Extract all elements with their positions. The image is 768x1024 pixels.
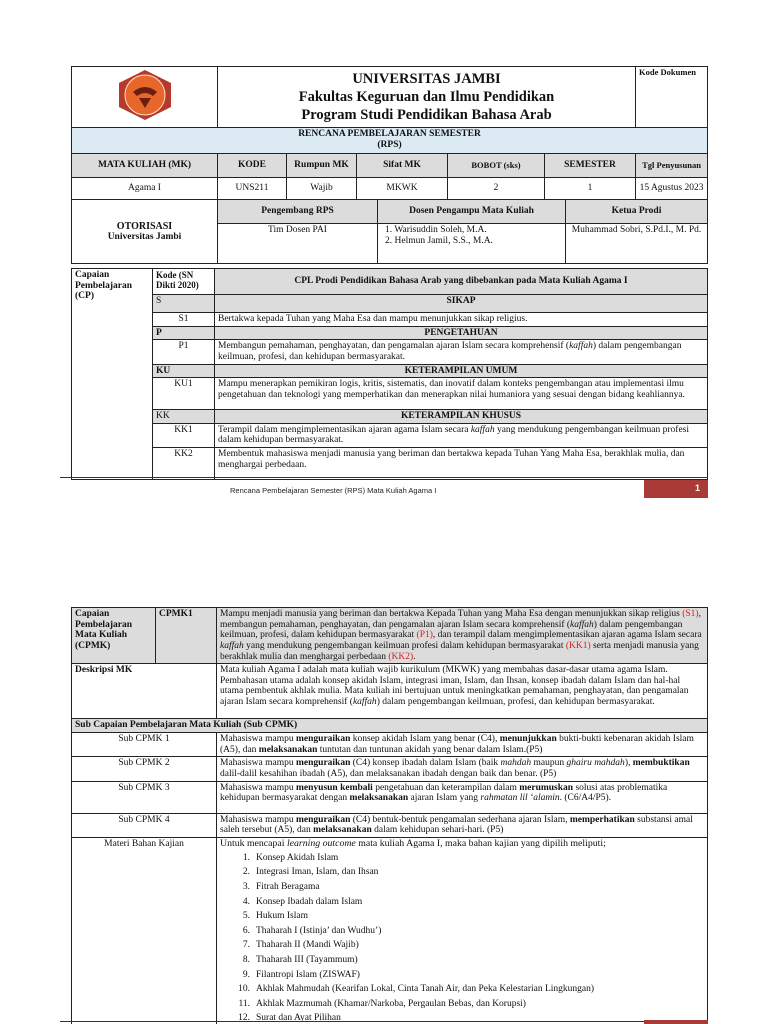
ku-title: KETERAMPILAN UMUM bbox=[215, 364, 708, 378]
page-2-footer-line bbox=[60, 1021, 708, 1022]
materi-item: 7. Thaharah II (Mandi Wajib) bbox=[242, 940, 359, 951]
cp-table bbox=[71, 268, 708, 480]
materi-item: 11. Akhlak Mazmumah (Khamar/Narkoba, Pergaulan Bebas, dan Korupsi) bbox=[238, 998, 526, 1009]
rps-page-1 bbox=[71, 66, 707, 480]
logo-cell bbox=[72, 67, 218, 128]
mk-value-kode: UNS211 bbox=[218, 178, 287, 200]
program-name: Program Studi Pendidikan Bahasa Arab bbox=[301, 107, 552, 124]
rps-page-2 bbox=[71, 607, 707, 1024]
kode-dokumen: Kode Dokumen bbox=[636, 67, 708, 128]
ref-p1: (P1) bbox=[416, 630, 433, 641]
sub-cpmk-3-text: Mahasiswa mampu menyusun kembali pengetahuan dan keterampilan dalam merumuskan solusi atas problematika kehidupan bermasyarakat dengan melaksanakan ajaran Islam yang rahmatan lil ‘alamin. (C6/A4/P5). bbox=[217, 781, 708, 813]
institution-heading bbox=[218, 67, 636, 128]
mk-header-semester: SEMESTER bbox=[545, 154, 636, 178]
cpmk-label: Capaian Pembelajaran Mata Kuliah (CPMK) bbox=[72, 608, 156, 664]
rps-header-table bbox=[71, 66, 708, 200]
ku1-text: Mampu menerapkan pemikiran logis, kritis, sistematis, dan inovatif dalam konteks pengembangan atau implementasi ilmu pengetahuan dan teknologi yang memperhatikan dan menerapkan nilai humaniora yang sesuai dengan bidang keahliannya. bbox=[215, 378, 708, 410]
university-name: UNIVERSITAS JAMBI bbox=[352, 70, 501, 87]
mk-header-rumpun: Rumpun MK bbox=[287, 154, 357, 178]
materi-item: 1. Konsep Akidah Islam bbox=[242, 852, 339, 863]
mk-header-sifat: Sifat MK bbox=[357, 154, 448, 178]
kk1-text: Terampil dalam mengimplementasikan ajaran agama Islam secara kaffah yang mendukung pengembangan keilmuan profesi dalam kehidupan bermasyarakat. bbox=[215, 423, 708, 447]
p1-code: P1 bbox=[153, 340, 215, 364]
pengembang-header: Pengembang RPS bbox=[218, 200, 378, 224]
mk-value-sifat: MKWK bbox=[357, 178, 448, 200]
materi-item: 2. Integrasi Iman, Islam, dan Ihsan bbox=[242, 867, 379, 878]
materi-item: 10. Akhlak Mahmudah (Kearifan Lokal, Cinta Tanah Air, dan Peka Kelestarian Lingkungan) bbox=[238, 984, 595, 995]
materi-content bbox=[217, 837, 708, 1024]
materi-item: 12. Surat dan Ayat Pilihan bbox=[238, 1013, 341, 1024]
ketua-header: Ketua Prodi bbox=[566, 200, 708, 224]
page-footer bbox=[60, 477, 708, 497]
deskripsi-label: Deskripsi MK bbox=[72, 664, 217, 719]
otorisasi-table bbox=[71, 199, 708, 264]
footer-text: Rencana Pembelajaran Semester (RPS) Mata Kuliah Agama I bbox=[230, 486, 437, 495]
cpmk-table bbox=[71, 607, 708, 1024]
kk2-code: KK2 bbox=[153, 448, 215, 480]
materi-item: 8. Thaharah III (Tayammum) bbox=[242, 955, 358, 965]
mk-header-name: MATA KULIAH (MK) bbox=[72, 154, 218, 178]
dosen-2: 2. Helmun Jamil, S.S., M.A. bbox=[385, 235, 493, 246]
university-logo bbox=[113, 68, 177, 122]
sub-cpmk-1-code: Sub CPMK 1 bbox=[72, 733, 217, 757]
ref-kk1: (KK1) bbox=[565, 640, 591, 651]
materi-item: 4. Konsep Ibadah dalam Islam bbox=[242, 896, 363, 907]
kk1-code: KK1 bbox=[153, 423, 215, 447]
pengetahuan-title: PENGETAHUAN bbox=[215, 326, 708, 340]
deskripsi-text: Mata kuliah Agama I adalah mata kuliah wajib kurikulum (MKWK) yang membahas dasar-dasar utama agama Islam. Pembahasan utama adalah konsep akidah Islam, integrasi iman, Islam, dan Ihsan, konsep ibadah dalam Islam dan hal-hal utama pembentuk akhlak mulia. Mata kuliah ini bertujuan untuk meningkatkan pemahaman, penghayatan, dan pengamalan ajaran Islam secara komprehensif (kaffah) dalam pengembangan keilmuan, profesi, dan kehidupan bermasyarakat. bbox=[217, 664, 708, 719]
mk-value-name: Agama I bbox=[72, 178, 218, 200]
faculty-name: Fakultas Keguruan dan Ilmu Pendidikan bbox=[298, 88, 555, 105]
ref-kk2: (KK2) bbox=[388, 651, 414, 662]
mk-value-tgl: 15 Agustus 2023 bbox=[636, 178, 708, 200]
page-2-footer-marker bbox=[644, 1020, 708, 1024]
ref-s1: (S1) bbox=[682, 609, 699, 619]
kk2-text: Membentuk mahasiswa menjadi manusia yang beriman dan bertakwa kepada Tuhan Yang Maha Esa, berakhlak mulia, dan menghargai perbedaan. bbox=[215, 448, 708, 480]
mk-header-bobot: BOBOT (sks) bbox=[448, 154, 545, 178]
dosen-header: Dosen Pengampu Mata Kuliah bbox=[378, 200, 566, 224]
materi-item: 3. Fitrah Beragama bbox=[242, 882, 320, 893]
materi-list bbox=[220, 851, 704, 1024]
mk-value-bobot: 2 bbox=[448, 178, 545, 200]
materi-intro: Untuk mencapai learning outcome mata kuliah Agama I, maka bahan kajian yang dipilih meliputi; bbox=[220, 837, 606, 849]
materi-item: 5. Hukum Islam bbox=[242, 911, 308, 922]
dosen-1: 1. Warisuddin Soleh, M.A. bbox=[385, 225, 487, 235]
sikap-code: S bbox=[153, 295, 215, 313]
ku-code: KU bbox=[153, 364, 215, 378]
mk-value-semester: 1 bbox=[545, 178, 636, 200]
rps-title: RENCANA PEMBELAJARAN SEMESTER (RPS) bbox=[72, 128, 708, 154]
p1-text: Membangun pemahaman, penghayatan, dan pengamalan ajaran Islam secara komprehensif (kaffah) dalam pengembangan keilmuan, profesi, dan kehidupan bermasyarakat. bbox=[215, 340, 708, 364]
kk-code: KK bbox=[153, 410, 215, 424]
page-number: 1 bbox=[644, 480, 708, 498]
mk-value-rumpun: Wajib bbox=[287, 178, 357, 200]
ku1-code: KU1 bbox=[153, 378, 215, 410]
sub-cpmk-1-text: Mahasiswa mampu menguraikan konsep akidah Islam yang benar (C4), menunjukkan bukti-bukti kebenaran akidah Islam (A5), dan melaksanakan tuntutan dan tuntunan akidah yang benar dalam Islam.(P5) bbox=[217, 733, 708, 757]
sub-cpmk-4-code: Sub CPMK 4 bbox=[72, 813, 217, 837]
cpmk-text: Mampu menjadi manusia yang beriman dan bertakwa Kepada Tuhan yang Maha Esa dengan menunjukkan sikap religius (S1), membangun pemahaman, penghayatan, dan pengamalan ajaran Islam secara komprehensif (kaffah) dalam pengembangan keilmuan, profesi, dalam kehidupan bermasyarakat (P1), dan terampil dalam mengimplementasikan ajaran agama Islam secara kaffah yang mendukung pengembangan keilmuan profesi dalam kehidupan bermasyarakat (KK1) serta menjadi manusia yang berakhlak mulia dan menghargai perbedaan (KK2). bbox=[217, 608, 708, 664]
s1-code: S1 bbox=[153, 313, 215, 327]
cpmk-code: CPMK1 bbox=[156, 608, 217, 664]
kk-title: KETERAMPILAN KHUSUS bbox=[215, 410, 708, 424]
pengembang-value: Tim Dosen PAI bbox=[218, 224, 378, 264]
sub-cpmk-header: Sub Capaian Pembelajaran Mata Kuliah (Sub CPMK) bbox=[72, 719, 708, 733]
materi-label: Materi Bahan Kajian bbox=[72, 837, 217, 1024]
materi-item: 6. Thaharah I (Istinja’ dan Wudhu’) bbox=[242, 925, 382, 936]
sikap-title: SIKAP bbox=[215, 295, 708, 313]
ketua-value: Muhammad Sobri, S.Pd.I., M. Pd. bbox=[566, 224, 708, 264]
cp-label: Capaian Pembelajaran (CP) bbox=[72, 269, 153, 480]
s1-text: Bertakwa kepada Tuhan yang Maha Esa dan mampu menunjukkan sikap religius. bbox=[215, 313, 708, 327]
dosen-values bbox=[378, 224, 566, 264]
mk-header-tgl: Tgl Penyusunan bbox=[636, 154, 708, 178]
materi-item: 9. Filantropi Islam (ZISWAF) bbox=[242, 969, 360, 980]
mk-header-kode: KODE bbox=[218, 154, 287, 178]
sub-cpmk-2-text: Mahasiswa mampu menguraikan (C4) konsep ibadah dalam Islam (baik mahdah maupun ghairu mahdah), membuktikan dalil-dalil kesahihan ibadah (A5), dan melaksanakan ibadah dengan baik dan benar. (P5) bbox=[217, 757, 708, 781]
cp-title: CPL Prodi Pendidikan Bahasa Arab yang dibebankan pada Mata Kuliah Agama I bbox=[215, 269, 708, 295]
otorisasi-label: OTORISASI Universitas Jambi bbox=[72, 200, 218, 264]
cp-kode-header: Kode (SN Dikti 2020) bbox=[153, 269, 215, 295]
sub-cpmk-2-code: Sub CPMK 2 bbox=[72, 757, 217, 781]
pengetahuan-code: P bbox=[153, 326, 215, 340]
sub-cpmk-4-text: Mahasiswa mampu menguraikan (C4) bentuk-bentuk pengamalan sederhana ajaran Islam, memperhatikan substansi amal saleh tersebut (A5), dan melaksanakan dalam kehidupan sehari-hari. (P5) bbox=[217, 813, 708, 837]
sub-cpmk-3-code: Sub CPMK 3 bbox=[72, 781, 217, 813]
